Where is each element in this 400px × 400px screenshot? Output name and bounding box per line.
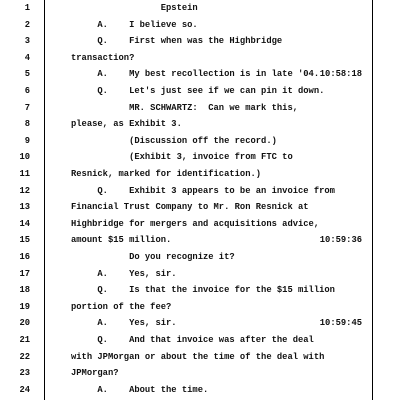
transcript-line bbox=[0, 133, 400, 150]
line-text: Do you recognize it? bbox=[71, 252, 235, 262]
line-number: 5 bbox=[24, 69, 30, 80]
transcript-line bbox=[0, 299, 400, 316]
line-number: 24 bbox=[19, 384, 30, 395]
line-text: Highbridge for mergers and acquisitions advice, bbox=[71, 218, 320, 229]
transcript-line bbox=[0, 332, 400, 349]
transcript-line bbox=[0, 50, 400, 67]
timestamp: 10:58:18 bbox=[319, 69, 362, 80]
line-number: 2 bbox=[24, 19, 30, 30]
transcript-line bbox=[0, 282, 400, 299]
line-number: 7 bbox=[24, 102, 30, 113]
transcript-line bbox=[0, 216, 400, 233]
line-text: A. About the time. bbox=[71, 384, 209, 395]
line-text: Epstein bbox=[71, 3, 198, 13]
transcript-line bbox=[0, 315, 400, 332]
line-number: 1 bbox=[24, 3, 30, 13]
line-number: 12 bbox=[19, 185, 30, 196]
timestamp: 10:59:36 bbox=[319, 235, 362, 246]
line-text: Financial Trust Company to Mr. Ron Resnick at bbox=[71, 202, 309, 213]
line-text: transaction? bbox=[71, 52, 135, 63]
line-text: Resnick, marked for identification.) bbox=[71, 169, 262, 179]
line-number: 17 bbox=[19, 268, 30, 279]
transcript-line bbox=[0, 33, 400, 50]
line-number: 3 bbox=[24, 36, 30, 47]
line-number: 11 bbox=[19, 169, 30, 179]
line-number: 6 bbox=[24, 86, 30, 96]
line-text: amount $15 million. bbox=[71, 235, 172, 246]
line-text: Q. Exhibit 3 appears to be an invoice from bbox=[71, 185, 335, 196]
line-text: (Exhibit 3, invoice from FTC to bbox=[71, 152, 293, 163]
line-number: 18 bbox=[19, 285, 30, 296]
line-number: 20 bbox=[19, 318, 30, 329]
transcript-line bbox=[0, 17, 400, 34]
transcript-line bbox=[0, 83, 400, 100]
line-text: A. My best recollection is in late '04. bbox=[71, 69, 320, 80]
line-text: please, as Exhibit 3. bbox=[71, 119, 182, 130]
line-number: 15 bbox=[19, 235, 30, 246]
line-number: 4 bbox=[24, 52, 30, 63]
line-text: Q. First when was the Highbridge bbox=[71, 36, 283, 47]
line-text: portion of the fee? bbox=[71, 301, 172, 312]
transcript-line bbox=[0, 349, 400, 366]
transcript-line bbox=[0, 232, 400, 249]
transcript-line bbox=[0, 149, 400, 166]
line-number: 16 bbox=[19, 252, 30, 262]
transcript-line bbox=[0, 382, 400, 399]
line-number: 23 bbox=[19, 368, 30, 379]
line-text: Q. Let's just see if we can pin it down. bbox=[71, 86, 325, 96]
line-number: 21 bbox=[19, 335, 30, 345]
line-number: 14 bbox=[19, 218, 30, 229]
line-text: (Discussion off the record.) bbox=[71, 135, 277, 146]
line-text: MR. SCHWARTZ: Can we mark this, bbox=[71, 102, 298, 113]
line-number: 10 bbox=[19, 152, 30, 163]
line-number: 19 bbox=[19, 301, 30, 312]
transcript-line bbox=[0, 66, 400, 83]
line-text: A. Yes, sir. bbox=[71, 318, 177, 329]
line-text: with JPMorgan or about the time of the deal with bbox=[71, 351, 325, 362]
line-text: A. I believe so. bbox=[71, 19, 198, 30]
transcript-line bbox=[0, 116, 400, 133]
transcript-line bbox=[0, 100, 400, 117]
transcript-line bbox=[0, 249, 400, 266]
transcript-line bbox=[0, 365, 400, 382]
transcript-line bbox=[0, 199, 400, 216]
line-number: 22 bbox=[19, 351, 30, 362]
line-number: 9 bbox=[24, 135, 30, 146]
transcript-line bbox=[0, 0, 400, 17]
transcript-line bbox=[0, 166, 400, 183]
line-number: 13 bbox=[19, 202, 30, 213]
line-text: JPMorgan? bbox=[71, 368, 119, 379]
transcript-line bbox=[0, 266, 400, 283]
line-text: Q. Is that the invoice for the $15 million bbox=[71, 285, 335, 296]
line-text: A. Yes, sir. bbox=[71, 268, 177, 279]
line-number: 8 bbox=[24, 119, 30, 130]
transcript-line bbox=[0, 183, 400, 200]
line-text: Q. And that invoice was after the deal bbox=[71, 335, 314, 345]
timestamp: 10:59:45 bbox=[319, 318, 362, 329]
